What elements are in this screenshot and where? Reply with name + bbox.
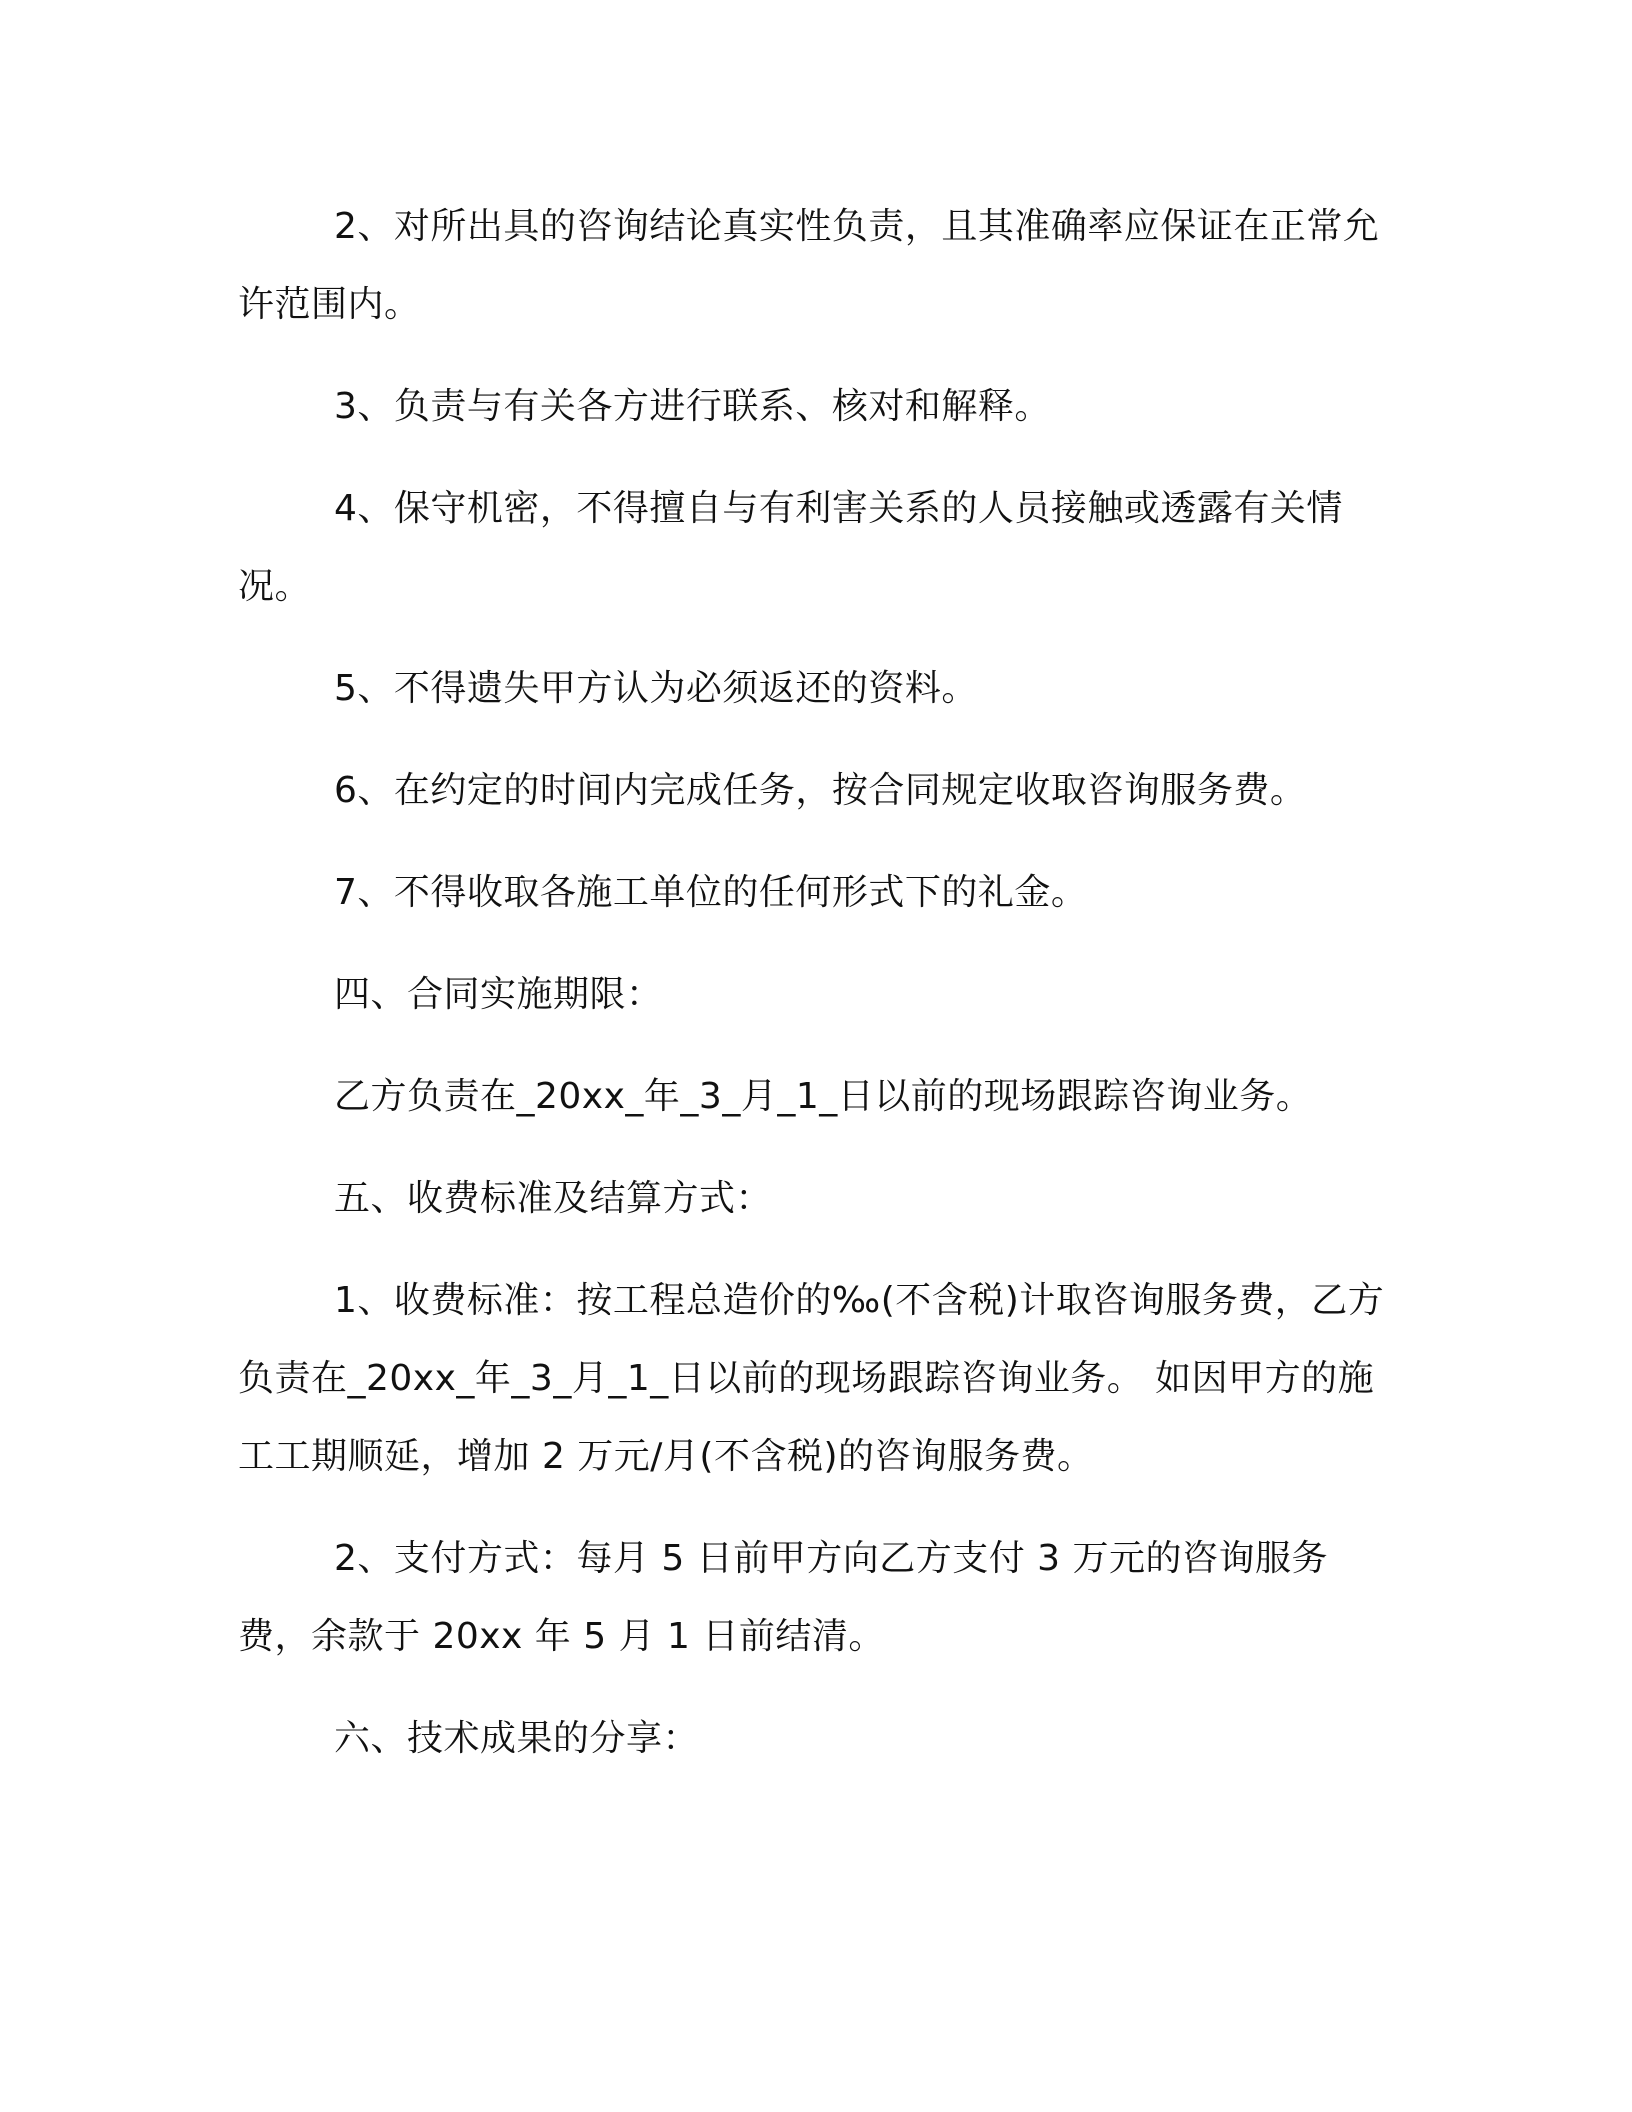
- paragraph-obligation-6: 6、在约定的时间内完成任务，按合同规定收取咨询服务费。: [334, 770, 1307, 811]
- paragraph-obligation-5: 5、不得遗失甲方认为必须返还的资料。: [334, 668, 978, 709]
- paragraph-payment-method: 2、支付方式：每月 5 日前甲方向乙方支付 3 万元的咨询服务费，余款于 20xx 年 5 月 1 日前结清。: [238, 1538, 1328, 1657]
- paragraph-obligation-3: 3、负责与有关各方进行联系、核对和解释。: [334, 386, 1051, 427]
- paragraph-fee-standard: 1、收费标准：按工程总造价的‰(不含税)计取咨询服务费，乙方负责在_20xx_年_3_月_1_日以前的现场跟踪咨询业务。 如因甲方的施工工期顺延，增加 2 万元/月(不含税)的咨询服务费。: [238, 1280, 1385, 1477]
- document-body: [238, 188, 1398, 1802]
- paragraph-obligation-7: 7、不得收取各施工单位的任何形式下的礼金。: [334, 872, 1088, 913]
- paragraph-obligation-2: 2、对所出具的咨询结论真实性负责，且其准确率应保证在正常允许范围内。: [238, 206, 1380, 325]
- paragraph-obligation-4: 4、保守机密，不得擅自与有利害关系的人员接触或透露有关情况。: [238, 488, 1343, 607]
- section-heading-fees: 五、收费标准及结算方式：: [334, 1178, 773, 1219]
- section-heading-term: 四、合同实施期限：: [334, 974, 663, 1015]
- section-heading-results: 六、技术成果的分享：: [334, 1718, 700, 1759]
- paragraph-term: 乙方负责在_20xx_年_3_月_1_日以前的现场跟踪咨询业务。: [334, 1076, 1313, 1117]
